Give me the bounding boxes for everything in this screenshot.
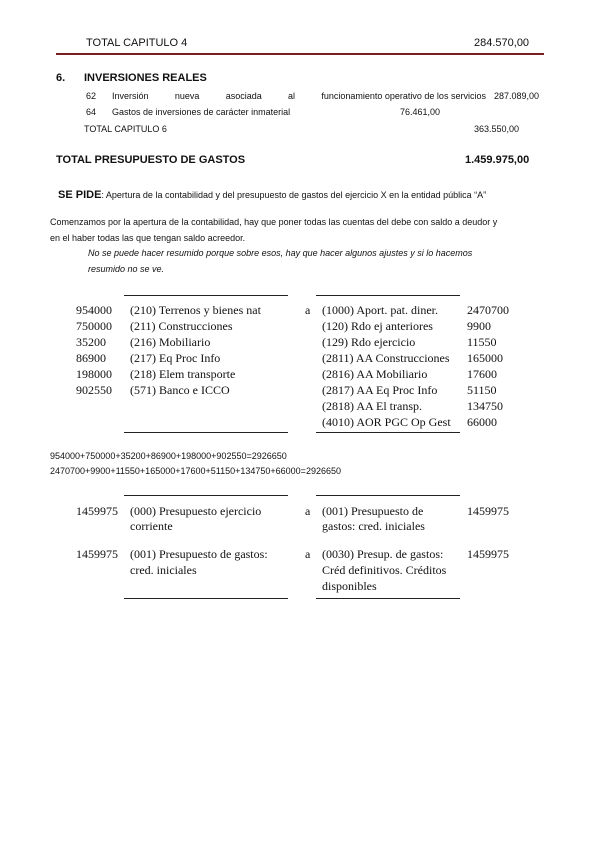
- entry2-row2-debit-line2: cred. iniciales: [130, 563, 197, 577]
- entry1-credit-bottom-rule: [316, 432, 460, 433]
- entry2-credit-bottom-rule: [316, 598, 460, 599]
- entry1-credit-amount-2: 9900: [467, 319, 491, 333]
- entry2-row1-credit-amount: 1459975: [467, 504, 509, 518]
- entry1-debit-account-1: (210) Terrenos y bienes nat: [130, 303, 261, 317]
- entry2-row2-credit-line1: (0030) Presup. de gastos:: [322, 547, 444, 561]
- item62-value: 287.089,00: [494, 91, 540, 101]
- header-rule: [56, 53, 544, 55]
- note-line-2: resumido no se ve.: [88, 264, 165, 274]
- entry2-credit-top-rule: [316, 495, 460, 496]
- entry1-credit-amount-8: 66000: [467, 415, 497, 429]
- entry1-debit-account-4: (217) Eq Proc Info: [130, 351, 221, 365]
- entry1-debit-account-2: (211) Construcciones: [130, 319, 233, 333]
- entry2-row2-credit-amount: 1459975: [467, 547, 509, 561]
- se-pide-line: [58, 185, 486, 203]
- entry1-debit-top-rule: [124, 295, 288, 296]
- entry1-credit-amount-5: 17600: [467, 367, 497, 381]
- entry1-debit-amount-4: 86900: [76, 351, 106, 365]
- entry2-debit-bottom-rule: [124, 598, 288, 599]
- item64-value: 76.461,00: [400, 107, 441, 117]
- debit-sum: 954000+750000+35200+86900+198000+902550=2926650: [50, 451, 287, 461]
- item62-word-1: Inversión: [112, 91, 149, 101]
- se-pide-label: SE PIDE: [58, 189, 102, 201]
- entry1-credit-account-4: (2811) AA Construcciones: [322, 351, 450, 365]
- entry1-debit-amount-5: 198000: [76, 367, 112, 381]
- note-line-1: No se puede hacer resumido porque sobre esos, hay que hacer algunos ajustes y si lo hacemos: [88, 248, 473, 258]
- item62-word-2: nueva: [174, 91, 200, 101]
- credit-sum: 2470700+9900+11550+165000+17600+51150+134750+66000=2926650: [50, 466, 341, 476]
- item62-word-5: funcionamiento operativo de los servicios: [321, 91, 486, 101]
- item62-text: [112, 91, 486, 101]
- entry2-row2-credit-line2: Créd definitivos. Créditos: [322, 563, 447, 577]
- entry2-row2-connector: a: [305, 547, 311, 561]
- total-cap4-label: TOTAL CAPITULO 4: [86, 37, 188, 49]
- entry1-debit-bottom-rule: [124, 432, 288, 433]
- entry2-row1-connector: a: [305, 504, 311, 518]
- section6-number: 6.: [56, 72, 66, 84]
- entry1-credit-account-8: (4010) AOR PGC Op Gest: [322, 415, 451, 429]
- entry1-credit-account-7: (2818) AA El transp.: [322, 399, 422, 413]
- entry1-debit-amount-2: 750000: [76, 319, 112, 333]
- entry1-connector: a: [305, 303, 311, 317]
- entry1-debit-amount-1: 954000: [76, 303, 112, 317]
- section6-title: INVERSIONES REALES: [84, 72, 207, 84]
- entry2-row1-credit-line2: gastos: cred. iniciales: [322, 519, 425, 533]
- entry1-credit-account-3: (129) Rdo ejercicio: [322, 335, 416, 349]
- entry2-row1-debit-line2: corriente: [130, 519, 173, 533]
- total-cap4-value: 284.570,00: [474, 37, 530, 49]
- item62-word-4: al: [288, 91, 296, 101]
- entry1-debit-account-3: (216) Mobiliario: [130, 335, 211, 349]
- total-cap6-label: TOTAL CAPITULO 6: [84, 124, 167, 134]
- item64-code: 64: [86, 107, 97, 117]
- entry2-row1-debit-line1: (000) Presupuesto ejercicio: [130, 504, 262, 518]
- entry1-debit-amount-3: 35200: [76, 335, 106, 349]
- entry1-credit-amount-7: 134750: [467, 399, 503, 413]
- entry1-debit-amount-6: 902550: [76, 383, 112, 397]
- entry1-credit-amount-4: 165000: [467, 351, 503, 365]
- total-gastos-label: TOTAL PRESUPUESTO DE GASTOS: [56, 154, 246, 166]
- entry1-credit-account-1: (1000) Aport. pat. diner.: [322, 303, 438, 317]
- entry1-credit-amount-3: 11550: [467, 335, 497, 349]
- entry1-debit-account-6: (571) Banco e ICCO: [130, 383, 230, 397]
- entry1-credit-account-6: (2817) AA Eq Proc Info: [322, 383, 438, 397]
- entry2-row2-credit-line3: disponibles: [322, 579, 377, 593]
- total-gastos-value: 1.459.975,00: [465, 154, 530, 166]
- entry1-credit-amount-6: 51150: [467, 383, 497, 397]
- item62-word-3: asociada: [225, 91, 262, 101]
- entry2-row1-debit-amount: 1459975: [76, 504, 118, 518]
- entry2-row2-debit-amount: 1459975: [76, 547, 118, 561]
- item64-text: Gastos de inversiones de carácter inmaterial: [112, 107, 291, 117]
- item62-code: 62: [86, 91, 97, 101]
- total-cap6-value: 363.550,00: [474, 124, 520, 134]
- paragraph-line-1: Comenzamos por la apertura de la contabilidad, hay que poner todas las cuentas del debe con saldo a deudor y: [50, 217, 498, 227]
- entry1-credit-account-2: (120) Rdo ej anteriores: [322, 319, 433, 333]
- entry1-credit-top-rule: [316, 295, 460, 296]
- entry1-debit-account-5: (218) Elem transporte: [130, 367, 236, 381]
- entry1-credit-account-5: (2816) AA Mobiliario: [322, 367, 428, 381]
- entry2-debit-top-rule: [124, 495, 288, 496]
- se-pide-text: : Apertura de la contabilidad y del presupuesto de gastos del ejercicio X en la entidad pública “A”: [101, 190, 487, 200]
- entry2-row1-credit-line1: (001) Presupuesto de: [322, 504, 424, 518]
- entry2-row2-debit-line1: (001) Presupuesto de gastos:: [130, 547, 268, 561]
- entry1-credit-amount-1: 2470700: [467, 303, 509, 317]
- paragraph-line-2: en el haber todas las que tengan saldo acreedor.: [50, 233, 246, 243]
